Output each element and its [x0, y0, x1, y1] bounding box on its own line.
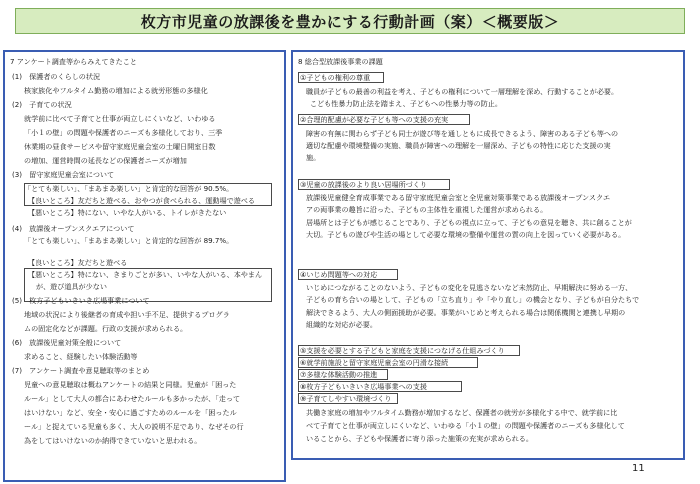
program-issue-line: ①子どもの権利の尊重 — [300, 73, 371, 82]
survey-finding-line: 【悪いところ】特にない、いやな人がいる、トイレがきたない — [28, 208, 227, 217]
program-issue-line: ⑤支援を必要とする子どもと家庭を支援につなげる仕組みづくり — [300, 346, 505, 355]
survey-finding-line: 求めること、経験したい体験活動等 — [24, 352, 138, 361]
survey-finding-line: 休業期の昼食サービスや留守家庭児童会室の土曜日開室日数 — [24, 142, 216, 151]
program-issue-line: ②合理的配慮が必要な子ども等への支援の充実 — [300, 115, 449, 124]
program-issue-line: ⑥就学前施設と留守家庭児童会室の円滑な接続 — [300, 358, 449, 367]
left-heading: 7 アンケート調査等からみえてきたこと — [10, 57, 137, 66]
page-title: 枚方市児童の放課後を豊かにする行動計画（案）＜概要版＞ — [15, 8, 685, 34]
survey-finding-line: の増加、運営時間の延長などの保護者ニーズが増加 — [24, 156, 187, 165]
program-issue-line: 解決できるよう、大人の側面援助が必要。事業がいじめと考えられる場合は関係機関と連携し早期の — [306, 308, 626, 317]
program-issue-line: べて子育てと仕事が両立しにくいなど、いわゆる「小１の壁」の問題や保護者のニーズも多様化して — [306, 421, 625, 430]
program-issue-line: 組織的な対応が必要。 — [306, 320, 377, 329]
survey-finding-line: (7) アンケート調査や意見聴取等のまとめ — [12, 366, 150, 375]
survey-finding-line: (5) 枚方子どもいきいき広場事業について — [12, 296, 150, 305]
program-issue-line: いることから、子どもや保護者に寄り添った施策の充実が求められる。 — [306, 434, 533, 443]
survey-finding-line: 核家族化やフルタイム勤務の増加による就労形態の多様化 — [24, 86, 208, 95]
program-issue-line: 職員が子どもの最善の利益を考え、子どもの権利について一層理解を深め、行動することが必要。 — [306, 87, 619, 96]
program-issue-line: 適切な配慮や環境整備の実施、職員が障害への理解を一層深め、子どもの特性に応じた支援の実 — [306, 141, 611, 150]
survey-finding-line: 「とても楽しい」、「まあまあ楽しい」と肯定的な回答が 90.5%。 — [24, 184, 234, 193]
program-issue-line: ③児童の放課後のより良い居場所づくり — [300, 180, 427, 189]
program-issue-line: ⑨子育てしやすい環境づくり — [300, 394, 392, 403]
survey-finding-line: が、遊び道具が少ない — [36, 282, 107, 291]
program-issue-line: 共働き家庭の増加やフルタイム勤務が増加するなど、保護者の就労が多様化する中で、就学前に比 — [306, 408, 618, 417]
program-issue-line: いじめにつながることのないよう、子どもの変化を見逃さないなど未然防止、早期解決に努める一方、 — [306, 283, 633, 292]
program-issue-line: ⑧枚方子どもいきいき広場事業への支援 — [300, 382, 427, 391]
survey-finding-line: 【悪いところ】特にない、きまりごとが多い、いやな人がいる、本やまん — [28, 270, 263, 279]
survey-finding-line: ムの固定化などが課題。行政の支援が求められる。 — [24, 324, 188, 333]
program-issue-line: 大切。子どもの遊びや生活の場として必要な環境の整備や運営の質の向上を図っていく必要がある。 — [306, 230, 626, 239]
survey-finding-line: (3) 留守家庭児童会室について — [12, 170, 115, 179]
survey-finding-line: (6) 放課後児童対策全般について — [12, 338, 122, 347]
survey-finding-line: 就学前に比べて子育てと仕事が両立しにくいなど、いわゆる — [24, 114, 216, 123]
survey-finding-line: ール」と捉えている児童も多く、大人の説明不足であり、なぜその行 — [24, 422, 244, 431]
program-issue-line: ⑦多様な体験活動の推進 — [300, 370, 378, 379]
program-issue-line: こども性暴力防止法を踏まえ、子どもへの性暴力等の防止。 — [310, 99, 502, 108]
survey-finding-line: 「とても楽しい」、「まあまあ楽しい」と肯定的な回答が 89.7%。 — [24, 236, 234, 245]
survey-finding-line: (1) 保護者のくらしの状況 — [12, 72, 101, 81]
program-issue-line: ④いじめ問題等への対応 — [300, 270, 378, 279]
page-number: 11 — [632, 463, 645, 474]
program-issue-line: 施。 — [306, 153, 321, 162]
survey-finding-line: はいけない」など、安全・安心に過ごすためのルールを「困ったル — [24, 408, 237, 417]
survey-finding-line: 為をしてはいけないのか納得できていないと思われる。 — [24, 436, 202, 445]
survey-finding-line: ルール」として大人の都合にあわせたルールも多かったが、「走って — [24, 394, 241, 403]
program-issue-line: 居場所とは子どもが感じることであり、子どもの視点に立って、子どもの意見を聴き、共に創ることが — [306, 218, 632, 227]
survey-finding-line: (4) 放課後オープンスクエアについて — [12, 224, 135, 233]
survey-finding-line: 【良いところ】友だちと遊べる — [28, 258, 128, 267]
program-issue-line: 子どもの育ち合いの場として、子どもの「立ち直り」や「やり直し」の機会となり、子どもが自分たちで — [306, 295, 640, 304]
survey-finding-line: 「小１の壁」の問題や保護者のニーズも多様化しており、三季 — [24, 128, 223, 137]
program-issue-line: 放課後児童健全育成事業である留守家庭児童会室と全児童対策事業である放課後オープンスクエ — [306, 193, 611, 202]
right-heading: 8 総合型放課後事業の課題 — [298, 57, 383, 66]
survey-finding-line: 地域の状況により後継者の育成や担い手不足、提供するプログラ — [24, 310, 230, 319]
survey-finding-line: 児童への意見聴取は概ねアンケートの結果と同様。児童が「困った — [24, 380, 237, 389]
program-issue-line: 障害の有無に関わらず子ども同士が遊び等を通しともに成長できるよう、障害のある子ども等への — [306, 129, 619, 138]
survey-finding-line: (2) 子育ての状況 — [12, 100, 72, 109]
survey-finding-line: 【良いところ】友だちと遊べる、おやつが食べられる、運動場で遊べる — [28, 196, 255, 205]
program-issue-line: アの両事業の趣旨に沿った、子どもの主体性を重視した運営が求められる。 — [306, 205, 548, 214]
